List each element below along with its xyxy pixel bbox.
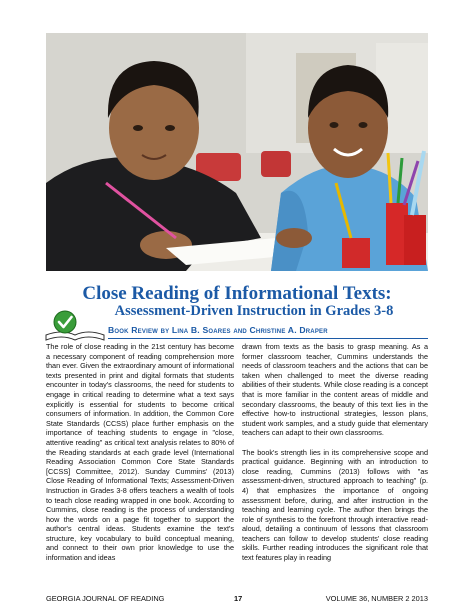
- students-reading-illustration: [46, 33, 428, 271]
- body-paragraph: The book's strength lies in its comprehensive scope and practical guidance. Beginning with an introduction to close reading, Cummins (2013) follows with "as assessment-driven, structured approach to teaching" (p. 4) that emphasizes the importance of ongoing assessment before, during, and after instruction in the teaching and learning cycle. The author then brings the role of synthesis to the forefront through interactive read-aloud, detailing a continuum of lessons that classroom teachers can follow to develop students' close reading skills. Further reading introduces the significant role that text features play in reading: [242, 447, 428, 563]
- byline-divider: [108, 338, 428, 339]
- footer-volume-info: VOLUME 36, NUMBER 2 2013: [325, 594, 428, 603]
- article-title: Close Reading of Informational Texts:: [82, 283, 392, 304]
- article-byline: Book Review by Lina B. Soares and Christine A. Draper: [108, 325, 328, 335]
- body-paragraph: drawn from texts as the basis to grasp meaning. As a former classroom teacher, Cummins understands the needs of classroom teachers and the actions that can be taken when challenged to meet the diverse reading abilities of their students. While close reading is a concept that is more familiar in the content areas of middle and secondary classrooms, the beauty of this text lies in the effective how-to instructional strategies, lesson plans, student work samples, and a study guide that elementary teachers can adapt to their own classrooms.: [242, 342, 428, 438]
- footer-page-number: 17: [234, 594, 243, 603]
- footer-journal-name: GEORGIA JOURNAL OF READING: [46, 594, 165, 603]
- page-footer: [46, 594, 428, 605]
- body-column-left: [46, 342, 234, 592]
- body-column-right: [242, 342, 428, 592]
- article-subtitle: Assessment-Driven Instruction in Grades 3-8: [114, 303, 394, 319]
- cover-photo: [46, 33, 428, 271]
- body-paragraph: The role of close reading in the 21st century has become a necessary component of reading comprehension more than ever. Given the extraordinary amount of informational texts presented in print and digital formats that students encounter in today's classrooms, the need for students to engage in critical reading to determine what a text says explicitly is essential for students to become critical consumers of information. In addition, the Common Core State Standards (CCSS) place further emphasis on the importance of teaching students to engage in "close, attentive reading" as critical text analysis relates to 80% of the Reading standards at each grade level (International Reading Association Common Core State Standards [CCSS] Committee, 2012). Sunday Cummins' (2013) Close Reading of Informational Texts; Assessment-Driven Instruction in Grades 3-8 offers teachers a wealth of tools to teach close reading wrapped in one book. According to Cummins, close reading is the process of understanding how the words on a page fit together to support the author's central ideas. Students examine the text's structure, key vocabulary to build conceptual meaning, and connect to their own prior knowledge to use the information and ideas: [46, 342, 234, 563]
